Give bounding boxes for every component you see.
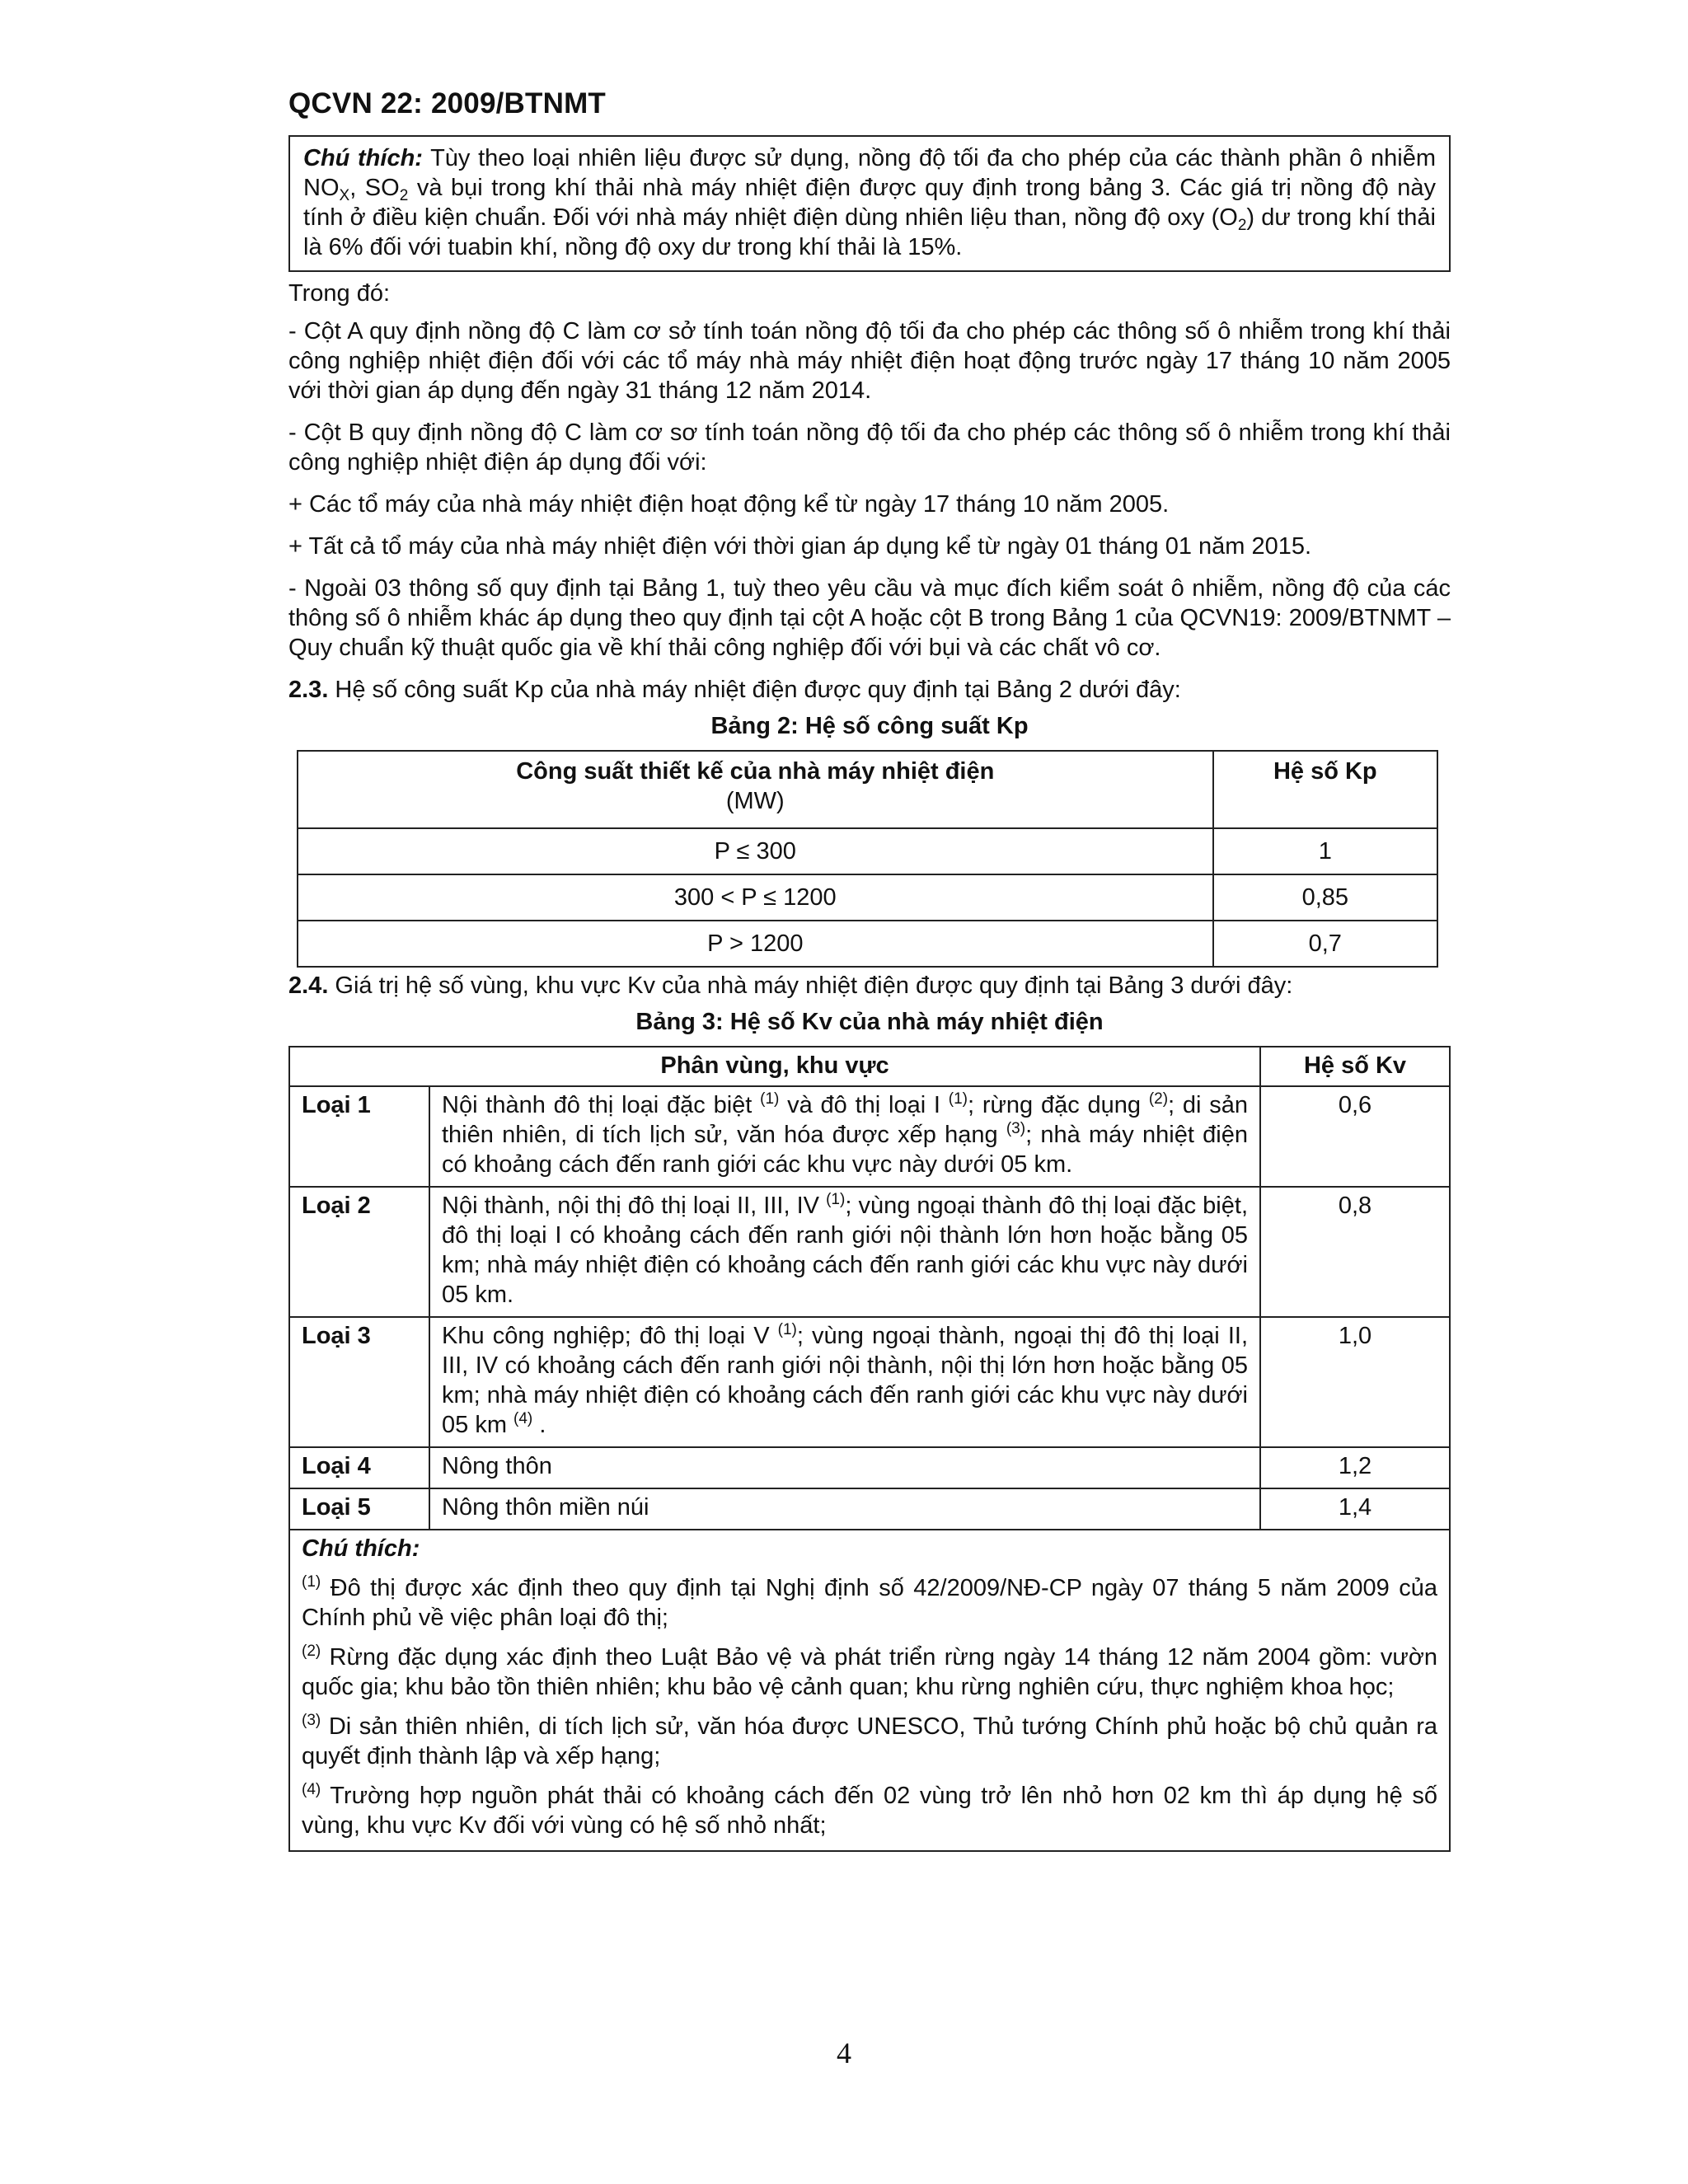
- footnote-marker: (3): [302, 1712, 321, 1729]
- page-number: 4: [837, 2036, 851, 2069]
- note-label: Chú thích:: [303, 145, 423, 171]
- table-cell-category: Loại 3: [289, 1317, 429, 1447]
- table-cell-kp: 1: [1213, 828, 1437, 874]
- footnote-ref: (1): [760, 1090, 780, 1108]
- footnote-1: [302, 1573, 1437, 1633]
- table-2-col1-unit: (MW): [725, 788, 785, 814]
- footnote-ref: (3): [1006, 1120, 1026, 1137]
- table-cell-kv: 1,2: [1260, 1447, 1450, 1488]
- table-cell-description: [429, 1086, 1260, 1187]
- desc-text: Nội thành, nội thị đô thị loại II, III, IV: [442, 1193, 827, 1219]
- section-2-3-text: Hệ số công suất Kp của nhà máy nhiệt điện được quy định tại Bảng 2 dưới đây:: [328, 677, 1181, 703]
- table-3-region-coefficient: [288, 1046, 1451, 1852]
- footnote-marker: (4): [302, 1781, 321, 1798]
- note-text-4: ) dư trong khí thải là 6% đối với tuabin khí, nồng độ oxy dư trong khí thải là 15%.: [303, 204, 1436, 260]
- document-page: [288, 82, 1451, 1852]
- footnote-4: [302, 1781, 1437, 1840]
- desc-text: và đô thị loại I: [779, 1092, 949, 1118]
- footnote-ref: (2): [1148, 1090, 1169, 1108]
- table-row: [289, 1187, 1450, 1317]
- table-cell-kp: 0,85: [1213, 874, 1437, 921]
- table-row: [289, 1086, 1450, 1187]
- table-cell-category: Loại 1: [289, 1086, 429, 1187]
- table-2-col1-header-text: Công suất thiết kế của nhà máy nhiệt điện: [516, 758, 995, 785]
- table-cell-capacity: P ≤ 300: [298, 828, 1213, 874]
- table-row: [298, 828, 1437, 874]
- note-sub-2: 2: [399, 187, 409, 204]
- section-2-3-paragraph: [288, 675, 1451, 705]
- other-parameters-paragraph: - Ngoài 03 thông số quy định tại Bảng 1, tuỳ theo yêu cầu và mục đích kiểm soát ô nhiễm, nồng độ của các thông số ô nhiễm khác áp dụng theo quy định tại cột A hoặc cột B trong Bảng 1 của QCVN19: 2009/BTNMT –Quy chuẩn kỹ thuật quốc gia về khí thải công nghiệp đối với bụi và các chất vô cơ.: [288, 575, 1451, 661]
- trong-do-paragraph: Trong đó:: [288, 280, 391, 307]
- table-3-caption: Bảng 3: Hệ số Kv của nhà máy nhiệt điện: [635, 1009, 1104, 1035]
- table-cell-category: Loại 2: [289, 1187, 429, 1317]
- section-2-3-number: 2.3.: [288, 677, 329, 703]
- footnote-text: Di sản thiên nhiên, di tích lịch sử, văn hóa được UNESCO, Thủ tướng Chính phủ hoặc bộ chủ quản ra quyết định thành lập và xếp hạng;: [302, 1713, 1437, 1769]
- plus-item-2: + Tất cả tổ máy của nhà máy nhiệt điện với thời gian áp dụng kể từ ngày 01 tháng 01 năm 2015.: [288, 533, 1312, 560]
- section-2-4-text: Giá trị hệ số vùng, khu vực Kv của nhà máy nhiệt điện được quy định tại Bảng 3 dưới đây:: [328, 972, 1293, 999]
- footnote-3: [302, 1712, 1437, 1771]
- table-2-col2-header: Hệ số Kp: [1213, 751, 1437, 828]
- notes-title: Chú thích:: [302, 1535, 420, 1562]
- desc-text: ; di sản thiên nhiên, di tích lịch sử, văn hóa được xếp hạng: [442, 1092, 1249, 1148]
- table-row-notes: [289, 1530, 1450, 1851]
- desc-text: ; vùng ngoại thành, ngoại thị đô thị loại II, III, IV có khoảng cách đến ranh giới nội thành, nội thị lớn hơn hoặc bằng 05 km; nhà máy nhiệt điện có khoảng cách đến ranh giới các khu vực này dưới 05 km: [442, 1323, 1248, 1438]
- table-cell-kv: 0,6: [1260, 1086, 1450, 1187]
- desc-text: Nội thành đô thị loại đặc biệt: [442, 1092, 761, 1118]
- footnote-marker: (1): [302, 1573, 321, 1591]
- table-cell-description: [429, 1187, 1260, 1317]
- table-cell-kv: 0,8: [1260, 1187, 1450, 1317]
- document-code-header: QCVN 22: 2009/BTNMT: [288, 87, 607, 120]
- footnote-text: Trường hợp nguồn phát thải có khoảng cách đến 02 vùng trở lên nhỏ hơn 02 km thì áp dụng hệ số vùng, khu vực Kv đối với vùng có hệ số nhỏ nhất;: [302, 1783, 1437, 1839]
- desc-text: .: [532, 1412, 546, 1438]
- table-cell-description: [429, 1317, 1260, 1447]
- table-cell-category: Loại 5: [289, 1488, 429, 1530]
- table-2-col1-header: [298, 751, 1213, 828]
- table-2-capacity-coefficient: [297, 750, 1438, 968]
- table-row: [289, 1317, 1450, 1447]
- footnote-ref: (1): [826, 1191, 846, 1208]
- note-text-1: Tùy theo loại nhiên liệu được sử dụng, nồng độ tối đa cho phép của các thành phần ô nhiễm NO: [303, 145, 1436, 201]
- footnote-marker: (2): [302, 1643, 321, 1660]
- desc-text: ; nhà máy nhiệt điện có khoảng cách đến ranh giới các khu vực này dưới 05 km.: [442, 1122, 1248, 1178]
- table-cell-category: Loại 4: [289, 1447, 429, 1488]
- column-b-paragraph: - Cột B quy định nồng độ C làm cơ sơ tính toán nồng độ tối đa cho phép các thông số ô nhiễm trong khí thải công nghiệp nhiệt điện áp dụng đối với:: [288, 419, 1451, 476]
- footnote-ref: (1): [948, 1090, 968, 1108]
- note-sub-x: X: [339, 187, 350, 204]
- section-2-4-paragraph: [288, 971, 1451, 1001]
- table-cell-description: Nông thôn miền núi: [429, 1488, 1260, 1530]
- column-a-paragraph: - Cột A quy định nồng độ C làm cơ sở tính toán nồng độ tối đa cho phép các thông số ô nhiễm trong khí thải công nghiệp nhiệt điện đối với các tổ máy nhà máy nhiệt điện hoạt động trước ngày 17 tháng 10 năm 2005 với thời gian áp dụng đến ngày 31 tháng 12 năm 2014.: [288, 318, 1451, 404]
- table-2-caption: Bảng 2: Hệ số công suất Kp: [710, 713, 1029, 739]
- desc-text: ; rừng đặc dụng: [968, 1092, 1149, 1118]
- table-row: [298, 921, 1437, 967]
- table-cell-capacity: 300 < P ≤ 1200: [298, 874, 1213, 921]
- table-row: [289, 1047, 1450, 1086]
- desc-text: Khu công nghiệp; đô thị loại V: [442, 1323, 778, 1349]
- table-cell-kp: 0,7: [1213, 921, 1437, 967]
- table-3-col2-header: Hệ số Kv: [1260, 1047, 1450, 1086]
- table-cell-kv: 1,0: [1260, 1317, 1450, 1447]
- table-cell-capacity: P > 1200: [298, 921, 1213, 967]
- table-3-notes: [289, 1530, 1450, 1851]
- footnote-ref: (1): [777, 1321, 797, 1338]
- plus-item-1: + Các tổ máy của nhà máy nhiệt điện hoạt động kể từ ngày 17 tháng 10 năm 2005.: [288, 491, 1170, 518]
- note-box: [288, 135, 1451, 272]
- table-3-col1-header: Phân vùng, khu vực: [289, 1047, 1260, 1086]
- desc-text: ; vùng ngoại thành đô thị loại đặc biệt, đô thị loại I có khoảng cách đến ranh giới nội thành lớn hơn hoặc bằng 05 km; nhà máy nhiệt điện có khoảng cách đến ranh giới các khu vực này dưới 05 km.: [442, 1193, 1248, 1308]
- note-sub-o2: 2: [1237, 217, 1247, 234]
- footnote-ref: (4): [513, 1410, 533, 1427]
- table-cell-kv: 1,4: [1260, 1488, 1450, 1530]
- table-row: [289, 1488, 1450, 1530]
- footnote-text: Rừng đặc dụng xác định theo Luật Bảo vệ và phát triển rừng ngày 14 tháng 12 năm 2004 gồm: vườn quốc gia; khu bảo tồn thiên nhiên; khu bảo vệ cảnh quan; khu rừng nghiên cứu, thực nghiệm khoa học;: [302, 1644, 1437, 1700]
- table-row: [298, 874, 1437, 921]
- table-row: [298, 751, 1437, 828]
- table-row: [289, 1447, 1450, 1488]
- footnote-text: Đô thị được xác định theo quy định tại Nghị định số 42/2009/NĐ-CP ngày 07 tháng 5 năm 2009 của Chính phủ về việc phân loại đô thị;: [302, 1575, 1437, 1631]
- note-text-2: , SO: [349, 175, 400, 201]
- table-cell-description: Nông thôn: [429, 1447, 1260, 1488]
- section-2-4-number: 2.4.: [288, 972, 329, 999]
- footnote-2: [302, 1643, 1437, 1702]
- note-text-3: và bụi trong khí thải nhà máy nhiệt điện được quy định trong bảng 3. Các giá trị nồng độ này tính ở điều kiện chuẩn. Đối với nhà máy nhiệt điện dùng nhiên liệu than, nồng độ oxy (O: [303, 175, 1436, 231]
